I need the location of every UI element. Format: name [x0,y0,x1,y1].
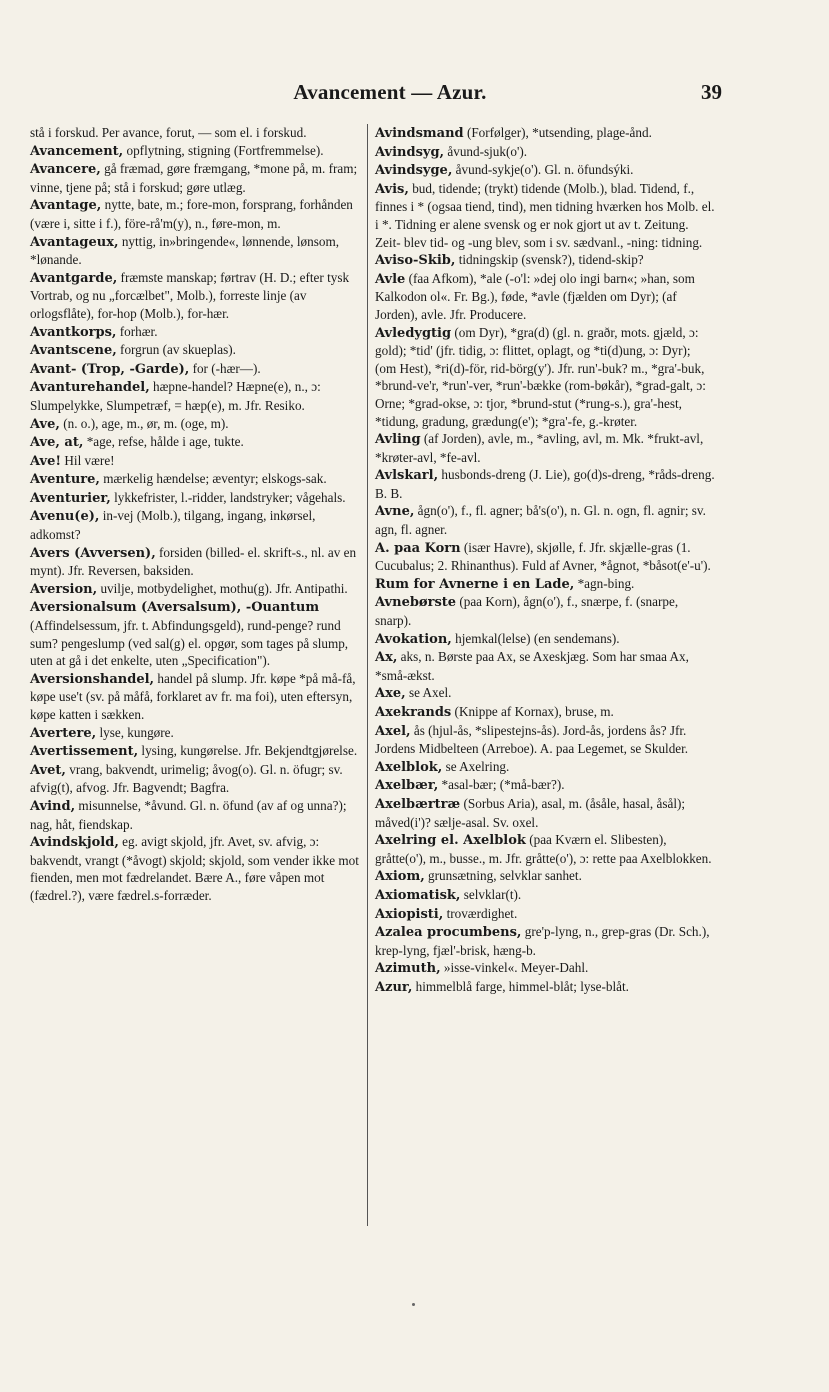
dictionary-entry [375,143,715,162]
entry-definition: (n. o.), age, m., ør, m. (oge, m). [59,415,229,431]
entry-definition: lysing, kungørelse. Jfr. Bekjendtgjørelse. [138,743,358,759]
dictionary-entry [30,452,363,471]
entry-headword: Avers (Avversen), [30,545,156,561]
entry-definition: Hil være! [61,452,115,468]
entry-definition: »isse-vinkel«. Meyer-Dahl. [440,960,589,976]
entry-headword: Axiopisti, [375,906,444,922]
dictionary-entry [375,502,715,538]
entry-headword: Axiom, [375,869,425,885]
entry-headword: Avanturehandel, [30,380,150,396]
dictionary-entry [375,161,715,180]
entry-headword: Avet, [30,762,66,778]
page-title: Avancement — Azur. [293,80,487,104]
dictionary-entry [375,978,715,997]
dictionary-entry [375,923,715,959]
entry-headword: Avindsyg, [375,144,445,160]
entry-headword: Aviso-Skib, [375,253,456,269]
entry-headword: Aventurier, [30,490,111,506]
entry-headword: A. paa Korn [375,540,461,556]
dictionary-entry [375,959,715,978]
entry-headword: Axekrands [375,705,452,720]
dictionary-entry [30,323,363,342]
dictionary-entry [375,758,715,777]
dictionary-entry [375,575,715,594]
entry-definition: aks, n. Børste paa Ax, se Axeskjæg. Som har smaa Ax, *små-ækst. [375,649,689,683]
dictionary-entry [30,433,363,452]
entry-headword: Axel, [375,723,411,739]
dictionary-entry [30,470,363,489]
dictionary-entry [30,378,363,414]
entry-definition: stå i forskud. Per avance, forut, — som el. i forskud. [30,125,307,140]
dictionary-entry [30,724,363,743]
entry-definition: (Forfølger), *utsending, plage-ånd. [463,125,652,140]
dictionary-entry [30,761,363,797]
entry-headword: Avantkorps, [30,324,117,340]
dictionary-entry [375,831,715,867]
entry-headword: Aventure, [30,472,100,488]
entry-definition: *asal-bær; (*må-bær?). [438,777,565,793]
dictionary-entry [375,795,715,831]
page-header [58,80,722,110]
dictionary-entry [375,703,715,722]
entry-headword: Avle [375,271,406,287]
page-speck [412,1303,415,1306]
entry-definition: ås (hjul-ås, *slipestejns-ås). Jord-ås, jordens ås? Jfr. Jordens Midbelteen (Arreboe). A. paa Legemet, se Skulder. [375,722,689,757]
entry-headword: Avling [375,432,421,448]
entry-definition: misunnelse, *åvund. Gl. n. öfund (av af og unna?); nag, håt, fiendskap. [30,797,347,832]
entry-headword: Avenu(e), [30,509,100,525]
dictionary-entry [30,489,363,508]
entry-definition: *agn-bing. [574,575,635,591]
entry-headword: Avnebørste [375,595,457,611]
entry-definition: selvklar(t). [460,886,522,902]
entry-headword: Ave! [30,453,62,469]
dictionary-entry [30,196,363,232]
entry-definition: nyttig, in»bringende«, lønnende, lønsom, *lønande. [30,233,340,268]
entry-headword: Avantageux, [30,234,119,250]
entry-headword: Avledygtig [375,325,452,341]
dictionary-entry [375,648,715,684]
entry-headword: Axelring el. Axelblok [375,833,526,849]
entry-definition: opflytning, stigning (Fortfremmelse). [123,142,324,158]
entry-definition: hjemkal(lelse) (en sendemans). [451,630,620,646]
entry-headword: Avantscene, [30,343,117,359]
dictionary-entry [375,867,715,886]
entry-definition: mærkelig hændelse; æventyr; elskogs-sak. [99,471,327,487]
entry-definition: lyse, kungøre. [96,724,174,740]
entry-definition: (Sorbus Aria), asal, m. (åsåle, hasal, åsål); måved(i')? sælje-asal. Sv. oxel. [375,795,686,830]
entry-definition: (Knippe af Kornax), bruse, m. [451,704,614,719]
entry-headword: Avindskjold, [30,835,119,851]
entry-definition: fræmste manskap; førtrav (H. D.; efter tysk Vortrab, og nu „forcælbet", Molb.), forreste linje (av orlogsflåte), for-hop (Molb.), for-hær. [30,269,350,321]
dictionary-entry [375,180,715,251]
entry-headword: Avindsyge, [375,163,453,179]
dictionary-entry [375,886,715,905]
dictionary-entry [375,251,715,270]
dictionary-entry [30,833,363,904]
dictionary-entry [30,742,363,761]
entry-headword: Avertissement, [30,744,139,760]
entry-definition: himmelblå farge, himmel-blåt; lyse-blåt. [412,978,629,994]
dictionary-entry [375,124,715,143]
entry-headword: Aversion, [30,581,98,597]
entry-definition: handel på slump. Jfr. køpe *på må-få, køpe use't (sv. på måfå, forklaret av fr. ma foi), uten eftersyn, køpe katten i sækken. [30,670,356,722]
dictionary-entry [30,269,363,323]
entry-definition: (paa Kværn el. Slibesten), gråtte(o'), m., busse., m. Jfr. gråtte(o'), ɔ: rette paa Axelblokken. [375,832,712,866]
dictionary-entry [375,430,715,466]
entry-definition: nytte, bate, m.; fore-mon, forsprang, forhånden (være i, sitte i f.), före-rå'm(y), n., føre-mon, m. [30,197,353,231]
entry-headword: Ave, at, [30,435,84,451]
entry-definition: in-vej (Molb.), tilgang, ingang, inkørsel, adkomst? [30,508,316,543]
entry-definition: forhær. [116,323,158,339]
entry-headword: Azalea procumbens, [375,925,522,941]
entry-headword: Axiomatisk, [375,887,461,903]
dictionary-entry [30,360,363,379]
page-number: 39 [701,80,722,104]
dictionary-entry [30,797,363,833]
entry-definition: husbonds-dreng (J. Lie), go(d)s-dreng, *råds-dreng. B. B. [375,467,715,501]
entry-headword: Axe, [375,686,406,702]
entry-headword: Avis, [375,181,409,197]
dictionary-entry [30,415,363,434]
entry-definition: forgrun (av skueplas). [116,342,236,358]
right-column [375,124,715,997]
entry-headword: Avantage, [30,198,102,214]
dictionary-entry [375,324,715,431]
entry-headword: Axelbærtræ [375,796,461,812]
dictionary-entry [30,124,363,142]
dictionary-entry [30,341,363,360]
entry-headword: Avlskarl, [375,468,439,484]
entry-headword: Aversionalsum (Aversalsum), -Ouantum [30,600,320,616]
entry-headword: Azur, [375,979,413,995]
entry-definition: (Affindelsessum, jfr. t. Abfindungsgeld), rund-penge? rund sum? pengeslump (ved sal(g) el. opgør, som tages på slump, uten at gå i det enkelte, uten „Specification"). [30,618,349,669]
entry-definition: *age, refse, hålde i age, tukte. [83,434,244,450]
entry-definition: åvund-sjuk(o'). [444,143,528,159]
entry-headword: Azimuth, [375,961,441,977]
entry-definition: (faa Afkom), *ale (-o'l: »dej olo ingi barn«; »han, som Kalkodon ol«. Fr. Bg.), føde, *avle (fjælden om Dyr); (af Jorden), avle. Jfr. Producere. [375,270,695,322]
dictionary-entry [30,507,363,543]
dictionary-entry [375,905,715,924]
entry-headword: Avokation, [375,631,452,647]
entry-definition: lykkefrister, l.-ridder, landstryker; vågehals. [110,489,346,505]
dictionary-entry [375,539,715,575]
entry-definition: gre'p-lyng, n., grep-gras (Dr. Sch.), krep-lyng, fjæl'-brisk, hæng-b. [375,924,710,958]
entry-definition: åvund-sykje(o'). Gl. n. öfundsýki. [452,162,634,178]
entry-definition: gå fræmad, gøre fræmgang, *mone på, m. fram; vinne, tjene på; stå i forskud; gøre utlæg. [30,161,358,195]
dictionary-entry [30,544,363,580]
entry-headword: Axelbær, [375,778,439,794]
entry-definition: grunsætning, selvklar sanhet. [424,868,582,884]
entry-definition: (paa Korn), ågn(o'), f., snærpe, f. (snarpe, snarp). [375,594,679,629]
entry-headword: Avne, [375,504,415,520]
entry-headword: Ax, [375,650,398,666]
dictionary-entry [375,593,715,629]
entry-definition: (især Havre), skjølle, f. Jfr. skjælle-gras (1. Cucubalus; 2. Rhinanthus). Fuld af Avner, *ågnot, *båsot(e'-u'). [375,539,711,574]
entry-headword: Axelblok, [375,759,443,775]
entry-definition: se Axelring. [442,758,510,774]
entry-definition: ågn(o'), f., fl. agner; bå's(o'), n. Gl. n. ogn, fl. agnir; sv. agn, fl. agner. [375,503,706,538]
entry-definition: (af Jorden), avle, m., *avling, avl, m. Mk. *frukt-avl, *krøter-avl, *fe-avl. [375,431,704,465]
dictionary-entry [30,142,363,161]
entry-definition: for (-hær—). [189,360,261,376]
entry-definition: hæpne-handel? Hæpne(e), n., ɔ: Slumpelykke, Slumpetræf, = hæp(e), m. Jfr. Resiko. [30,379,321,413]
dictionary-entry [30,580,363,599]
entry-definition: tidningskip (svensk?), tidend-skip? [455,252,644,268]
entry-definition: vrang, bakvendt, urimelig; åvog(o). Gl. n. öfugr; sv. afvig(t), afvog. Jfr. Bagvendt; Bagfra. [30,761,343,796]
dictionary-entry [375,684,715,703]
entry-headword: Avancement, [30,143,124,159]
dictionary-entry [30,233,363,269]
dictionary-entry [375,776,715,795]
entry-definition: bud, tidende; (trykt) tidende (Molb.), blad. Tidend, f., finnes i * (ogsaa tiend, tind), men tidning hværken hos Molb. el. i *. Tidning er alene svensk og er nok gjort ut av t. Zeitung. Zeit- blev tid- og -ung blev, som i sv. sædvanl., -ning: tidning. [375,180,715,250]
entry-headword: Rum for Avnerne i en Lade, [375,576,575,592]
dictionary-entry [375,722,715,758]
entry-headword: Avindsmand [375,126,464,141]
entry-definition: eg. avigt skjold, jfr. Avet, sv. afvig, ɔ: bakvendt, vrangt (*åvogt) skjold; skjold, som vender ikke mot fienden, men mot fædrelandet. Bære A., føre våpen mot (fædrel.?), være fædrel.s-forræder. [30,834,359,903]
entry-headword: Avantgarde, [30,270,118,286]
entry-headword: Avind, [30,798,76,814]
entry-definition: (om Dyr), *gra(d) (gl. n. graðr, mots. gjæld, ɔ: gold); *tid' (jfr. tidig, ɔ: flittet, oplagt, og *ti(d)ung, ɔ: Dyr); (om Hest), *ri(d)-för, rid-börg(y'). Jfr. run'-buk? m., *gra'-buk, *brund-ve'r, *run'-ver, *run'-bække (rom-bøkår), *grad-galt, ɔ: Orne; *grad-okse, ɔ: tjor, *brund-stut (*rung-s.), gra'-hest, *tidung, gradung, grædung(e'); *gra'-fe, g.-krøter. [375,324,706,429]
dictionary-entry [375,270,715,324]
entry-definition: troværdighet. [443,905,518,921]
dictionary-entry [30,160,363,196]
dictionary-entry [30,598,363,669]
entry-headword: Avant- (Trop, -Garde), [30,361,190,377]
entry-headword: Avertere, [30,725,97,741]
dictionary-entry [375,466,715,502]
entry-definition: se Axel. [405,685,452,701]
entry-headword: Aversionshandel, [30,671,155,687]
left-column [30,124,363,905]
dictionary-entry [30,670,363,724]
entry-definition: forsiden (billed- el. skrift-s., nl. av en mynt). Jfr. Reversen, baksiden. [30,544,357,579]
column-divider [367,124,368,1226]
dictionary-entry [375,630,715,649]
entry-headword: Avancere, [30,162,101,178]
entry-headword: Ave, [30,416,60,432]
entry-definition: uvilje, motbydelighet, mothu(g). Jfr. Antipathi. [97,580,348,596]
